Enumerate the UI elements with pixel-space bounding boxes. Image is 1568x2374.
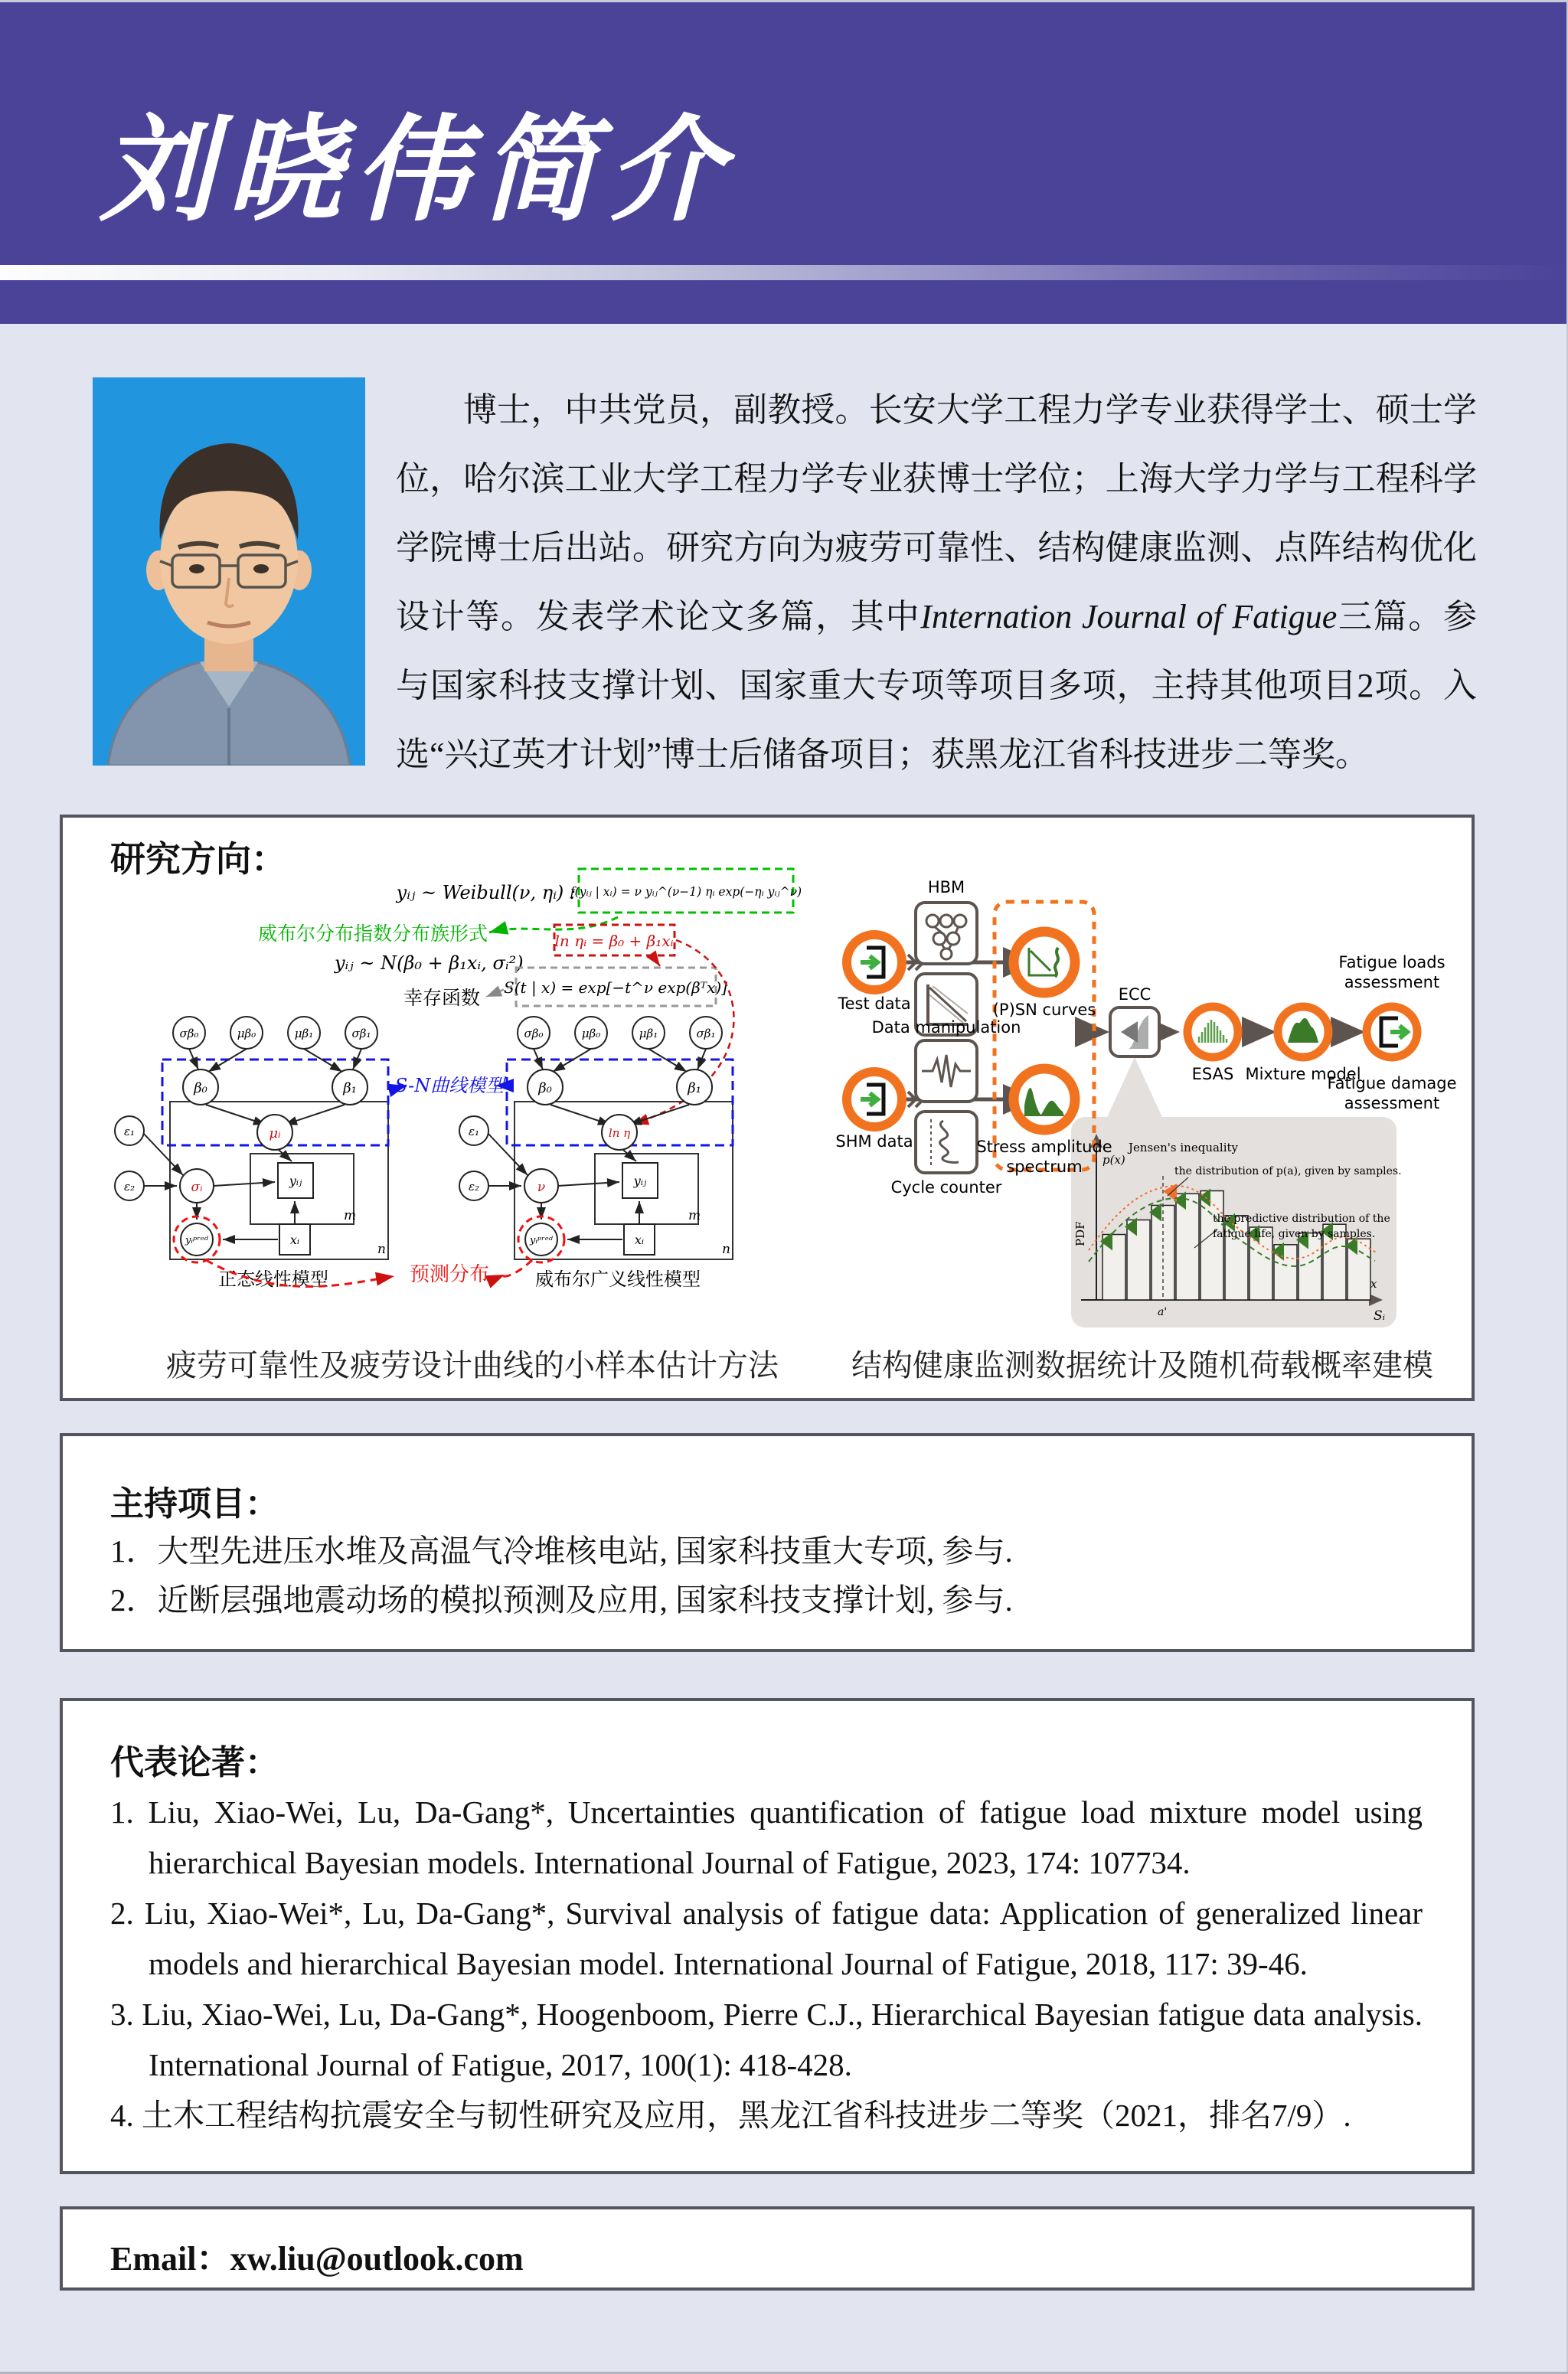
formula-lneta: ln ηᵢ = β₀ + β₁xᵢ: [554, 932, 674, 950]
pred-arrow-right: [503, 1260, 532, 1276]
svg-text:μβ₀: μβ₀: [581, 1027, 601, 1040]
svg-text:σβ₀: σβ₀: [524, 1027, 544, 1040]
hbm-box: [916, 903, 977, 964]
svg-text:yᵢⱼ: yᵢⱼ: [289, 1174, 302, 1188]
cycle-counter-label: Cycle counter: [890, 1178, 1002, 1197]
fatigue-damage-label-1: Fatigue damage: [1327, 1074, 1457, 1092]
bio-journal-italic: Internation Journal of Fatigue: [920, 598, 1338, 635]
formula-normal: yᵢⱼ ~ N(β₀ + β₁xᵢ, σᵢ²): [335, 952, 524, 974]
svg-text:μᵢ: μᵢ: [269, 1125, 281, 1141]
weibull-model-label: 威布尔广义线性模型: [535, 1269, 701, 1290]
stress-amplitude-label-1: Stress amplitude: [976, 1138, 1112, 1156]
bio-text-2: 三篇。参与国家科技支撑计划、国家重大专项等项目多项，主持其他项目2项。入选“兴辽英才计划”博士后储备项目；获黑龙江省科技进步二等奖。: [396, 598, 1478, 773]
plate-n-label: n: [377, 1242, 386, 1257]
email-label: Email：: [110, 2240, 230, 2278]
esas-icon: [1187, 1007, 1238, 1057]
svg-text:σβ₁: σβ₁: [351, 1027, 371, 1040]
shm-data-label: SHM data: [835, 1132, 913, 1151]
inset-jensen: Jensen's inequality: [1129, 1141, 1239, 1154]
svg-text:σβ₀: σβ₀: [179, 1027, 199, 1040]
project-item: 2．近断层强地震动场的模拟预测及应用, 国家科技支撑计划, 参与.: [110, 1582, 1013, 1618]
inset-annotation-1: the distribution of p(a), given by samples.: [1174, 1165, 1402, 1177]
publication-item: 1. Liu, Xiao-Wei, Lu, Da-Gang*, Uncertainties quantification of fatigue load mixture model using hierarchical Bayesian models. International Journal of Fatigue, 2023, 174: 107734.: [110, 1794, 1423, 1880]
research-directions-box: [60, 815, 1475, 1401]
publications-list: [110, 1787, 1423, 2141]
svg-text:ε₁: ε₁: [468, 1125, 480, 1138]
page-title: 刘晓伟简介: [100, 103, 736, 237]
mixture-model-label: Mixture model: [1245, 1065, 1361, 1083]
project-item: 1．大型先进压水堆及高温气冷堆核电站, 国家科技重大专项, 参与.: [110, 1533, 1013, 1569]
fatigue-damage-label-2: assessment: [1344, 1094, 1440, 1112]
bio-text-1: 博士，中共党员，副教授。长安大学工程力学专业获得学士、硕士学位，哈尔滨工业大学工程力学专业获博士学位；上海大学力学与工程科学学院博士后出站。研究方向为疲劳可靠性、结构健康监测、点阵结构优化设计等。发表学术论文多篇，其中: [396, 391, 1477, 635]
caption-left: 疲劳可靠性及疲劳设计曲线的小样本估计方法: [166, 1348, 779, 1383]
top-divider: [0, 0, 1568, 2]
caption-right: 结构健康监测数据统计及随机荷载概率建模: [851, 1348, 1433, 1383]
plate-m-label: m: [344, 1208, 357, 1223]
shm-flow-figure: [828, 871, 1475, 1331]
svg-text:yᵢᵖʳᵉᵈ: yᵢᵖʳᵉᵈ: [530, 1235, 553, 1246]
pred-label: 预测分布: [409, 1263, 490, 1286]
stress-amplitude-icon: [1014, 1069, 1075, 1130]
fatigue-loads-label-1: Fatigue loads: [1338, 953, 1446, 971]
sn-label: S-N曲线模型: [394, 1075, 505, 1096]
header-banner: [0, 0, 1568, 324]
svg-text:xᵢ: xᵢ: [634, 1233, 645, 1247]
svg-text:ln η: ln η: [608, 1126, 631, 1140]
svg-text:ε₂: ε₂: [123, 1180, 136, 1194]
email-address[interactable]: xw.liu@outlook.com: [230, 2240, 524, 2278]
publications-heading: 代表论著：: [110, 1744, 279, 1781]
weibull-glm-model: [459, 1017, 733, 1290]
projects-heading: 主持项目：: [110, 1485, 279, 1523]
inset-si-label: Sᵢ: [1374, 1308, 1386, 1324]
svg-text:yᵢᵖʳᵉᵈ: yᵢᵖʳᵉᵈ: [185, 1235, 208, 1246]
eye-left: [189, 564, 204, 573]
survival-label: 幸存函数: [403, 987, 480, 1009]
cycle-counter-box: [916, 1112, 977, 1173]
header-gradient-divider: [0, 265, 1568, 280]
publication-item: 4. 土木工程结构抗震安全与韧性研究及应用，黑龙江省科技进步二等奖（2021，排名7/9）.: [110, 2098, 1351, 2133]
publication-item: 2. Liu, Xiao-Wei*, Lu, Da-Gang*, Survival analysis of fatigue data: Application of generalized linear models and hierarchical Bayesian model. International Journal of Fatigue, 2018, 117: 39-46.: [110, 1896, 1423, 1981]
formula-survival: S(t | x) = exp[−t^ν exp(βᵀx)]: [504, 978, 727, 997]
bio-paragraph: [396, 376, 1477, 789]
svg-text:σβ₁: σβ₁: [696, 1027, 716, 1040]
red-arrow-to-survival: [652, 955, 660, 966]
svg-text:β₁: β₁: [688, 1080, 701, 1096]
bayesian-models-figure: [82, 854, 840, 1329]
svg-text:β₁: β₁: [343, 1080, 357, 1096]
normal-model-label: 正态线性模型: [218, 1269, 328, 1290]
inset-px: p(x): [1102, 1153, 1125, 1167]
projects-box: [60, 1433, 1475, 1652]
svg-text:σᵢ: σᵢ: [191, 1180, 203, 1195]
eye-right: [253, 564, 269, 573]
email-box: [60, 2206, 1475, 2291]
normal-linear-model: [115, 1017, 388, 1290]
svg-text:yᵢⱼ: yᵢⱼ: [633, 1174, 647, 1188]
svg-text:β₀: β₀: [538, 1080, 552, 1096]
weibull-family-label: 威布尔分布指数分布族形式: [257, 922, 488, 945]
stress-amplitude-label-2: spectrum: [1006, 1158, 1083, 1176]
test-data-label: Test data: [838, 994, 911, 1013]
inset-ylabel: PDF: [1073, 1221, 1087, 1246]
inset-annotation-2a: the predictive distribution of the: [1213, 1213, 1390, 1225]
publication-item: 3. Liu, Xiao-Wei, Lu, Da-Gang*, Hoogenboom, Pierre C.J., Hierarchical Bayesian fatigue data analysis. International Journal of Fatigue, 2017, 100(1): 418-428.: [110, 1997, 1423, 2082]
hbm-label: HBM: [927, 878, 965, 896]
inset-a-mark: a': [1158, 1306, 1168, 1318]
svg-text:μβ₀: μβ₀: [237, 1027, 256, 1040]
publications-box: [60, 1698, 1475, 2174]
esas-label: ESAS: [1191, 1065, 1234, 1083]
formula-weibull-pdf: f(yᵢⱼ | xᵢ) = ν yᵢⱼ^(ν−1) ηᵢ exp(−ηᵢ yᵢⱼ^ν): [570, 885, 802, 899]
inset-annotation-2b: fatigue life, given by samples.: [1213, 1228, 1376, 1240]
portrait-photo: [93, 377, 365, 766]
ecc-label: ECC: [1118, 985, 1152, 1004]
svg-text:ν: ν: [537, 1180, 546, 1195]
svg-text:μβ₁: μβ₁: [639, 1027, 658, 1040]
svg-text:μβ₁: μβ₁: [294, 1027, 314, 1040]
svg-text:m: m: [688, 1208, 701, 1223]
fatigue-loads-label-2: assessment: [1344, 973, 1440, 991]
inset-bar: [1127, 1220, 1150, 1301]
svg-text:n: n: [722, 1242, 730, 1257]
research-heading: 研究方向：: [110, 839, 286, 879]
svg-text:ε₁: ε₁: [123, 1125, 136, 1138]
formula-weibull-lhs: yᵢⱼ ~ Weibull(ν, ηᵢ) :: [396, 882, 576, 903]
inset-x-label: x: [1370, 1277, 1377, 1291]
svg-text:xᵢ: xᵢ: [289, 1233, 300, 1247]
data-manipulation-label: Data manipulation: [871, 1018, 1021, 1037]
projects-list: [110, 1527, 1423, 1625]
svg-text:β₀: β₀: [194, 1080, 207, 1096]
psn-curves-icon: [1014, 932, 1075, 993]
svg-text:ε₂: ε₂: [468, 1180, 480, 1194]
psn-curves-label: (P)SN curves: [992, 1001, 1096, 1019]
